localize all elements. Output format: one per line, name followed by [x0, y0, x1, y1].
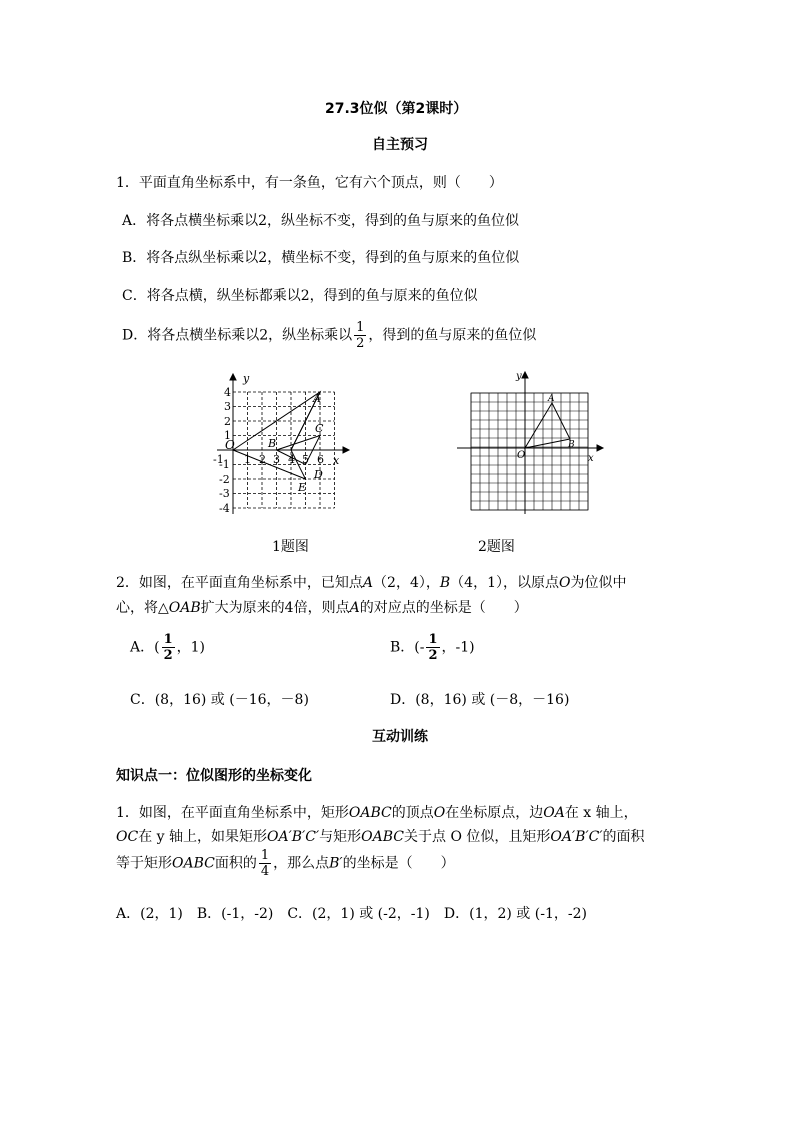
fig1-ytick: 1 [224, 429, 231, 442]
q2-option-d: D．(8，16) 或 (－8，－16) [390, 692, 570, 708]
q2-line-1 [116, 572, 626, 592]
q3-line-1 [116, 802, 638, 822]
fig1-xtick: -1 [213, 453, 224, 466]
q2-text: ，-1) [441, 639, 475, 656]
fig1-ytick: 4 [224, 386, 231, 399]
q1-option-d-post: ，得到的鱼与原来的鱼位似 [368, 327, 537, 344]
fraction-numerator: 1 [163, 632, 173, 647]
fig1-point-label: A [313, 392, 321, 405]
fraction-denominator: 4 [260, 864, 270, 879]
q3-line-2 [116, 826, 645, 846]
section-heading-preview: 自主预习 [372, 137, 428, 153]
q2-var: A [349, 600, 360, 616]
fig1-ytick: 2 [224, 415, 231, 428]
q3-var: OA′B′C′ [267, 829, 320, 845]
fig1-x-axis-label: x [333, 454, 340, 467]
fig1-point-label: B [268, 437, 277, 450]
fig1-xtick: 6 [317, 453, 324, 466]
q3-text: 的面积 [602, 829, 645, 845]
q1-option-d [122, 320, 536, 351]
q3-text: ，那么点 [273, 855, 330, 872]
q3-var: OA′B′C′ [550, 829, 603, 845]
q1-option-c: C．将各点横，纵坐标都乘以2，得到的鱼与原来的鱼位似 [122, 288, 478, 304]
q2-var: B [439, 575, 451, 591]
q2-text: 为位似中 [570, 575, 627, 591]
fig2-origin-label: O [517, 450, 526, 461]
fig1-point-label: D [314, 468, 323, 481]
fraction-one-half [354, 320, 366, 351]
q3-text: 关于点 O 位似，且矩形 [404, 829, 551, 845]
figure-2-caption: 2题图 [478, 539, 515, 555]
fig1-ytick: -1 [219, 458, 230, 471]
q2-text: 心，将△ [116, 600, 169, 616]
q1-stem: 1．平面直角坐标系中，有一条鱼，它有六个顶点，则（ ） [116, 175, 503, 191]
lesson-title: 27.3位似（第2课时） [325, 101, 468, 117]
q2-line-2 [116, 597, 528, 617]
q3-var: B′ [329, 855, 343, 872]
fig1-ytick: -4 [219, 502, 230, 515]
fig2-point-label: B [568, 440, 575, 450]
section-heading-training: 互动训练 [372, 729, 428, 745]
fraction-numerator: 1 [260, 848, 270, 863]
fig1-point-label: E [298, 481, 307, 494]
figure-2-coordinate-plane [455, 368, 605, 516]
q2-text: ，1) [176, 639, 205, 656]
fig1-origin-label: O [225, 438, 235, 452]
q2-var: O [558, 575, 571, 591]
fig1-xtick: 3 [273, 453, 280, 466]
q3-var: O [433, 805, 446, 821]
q2-var: OAB [168, 600, 201, 616]
q2-text: 扩大为原来的4倍，则点 [200, 600, 350, 616]
q2-var: A [362, 575, 374, 591]
q2-text: （4，1），以原点 [450, 575, 559, 591]
knowledge-point-heading: 知识点一：位似图形的坐标变化 [116, 768, 312, 784]
q3-text: 的坐标是（ ） [342, 855, 455, 872]
q3-options: A．(2，1) B．(-1，-2) C．(2，1) 或 (-2，-1) D．(1，2) 或 (-1，-2) [116, 906, 587, 922]
q2-text: 的对应点的坐标是（ ） [359, 600, 528, 616]
fig1-ytick: -2 [219, 473, 230, 486]
q3-text: 在坐标原点，边 [445, 805, 544, 821]
q2-text: A．( [130, 639, 160, 656]
figure-1-coordinate-plane [205, 372, 355, 520]
fraction-denominator: 2 [163, 648, 173, 663]
q2-text: （2，4）， [373, 575, 440, 591]
fig1-xtick: 2 [259, 453, 266, 466]
fig2-y-axis-label: y [516, 371, 522, 382]
fig1-point-label: C [315, 422, 324, 435]
q3-text: 的顶点 [391, 805, 434, 821]
fraction-one-quarter [259, 848, 271, 879]
q3-text: 在 x 轴上， [564, 805, 638, 821]
q3-var: OC [116, 829, 139, 845]
q3-var: OABC [361, 829, 404, 845]
q3-var: OABC [348, 805, 392, 821]
fig2-x-axis-label: x [588, 453, 594, 464]
fraction-one-half [426, 632, 439, 663]
q1-option-d-pre: D．将各点横坐标乘以2，纵坐标乘以 [122, 327, 353, 344]
fraction-denominator: 2 [428, 648, 438, 663]
fig1-y-axis-label: y [243, 372, 250, 385]
fig1-fish-triangle-upper [233, 392, 320, 450]
fraction-denominator: 2 [356, 336, 365, 351]
q3-var: OABC [172, 855, 215, 872]
q3-text: 等于矩形 [116, 855, 172, 872]
q3-text: 面积的 [214, 855, 257, 872]
fraction-numerator: 1 [428, 632, 438, 647]
q2-text: B．(- [390, 639, 425, 656]
figure-1-caption: 1题图 [272, 539, 309, 555]
fig1-ytick: 3 [224, 400, 231, 413]
fig1-xtick: 4 [288, 453, 295, 466]
fig2-triangle-oab [525, 403, 570, 448]
fraction-one-half [162, 632, 175, 663]
q1-option-b: B．将各点纵坐标乘以2，横坐标不变，得到的鱼与原来的鱼位似 [122, 250, 520, 266]
fig1-ytick: -3 [219, 487, 230, 500]
fig1-xtick: 1 [244, 453, 251, 466]
q1-option-a: A．将各点横坐标乘以2，纵坐标不变，得到的鱼与原来的鱼位似 [122, 213, 520, 229]
q2-text: 2．如图，在平面直角坐标系中，已知点 [116, 575, 363, 591]
q3-text: 在 y 轴上，如果矩形 [138, 829, 268, 845]
q2-option-b [390, 632, 475, 663]
fig2-point-label: A [548, 394, 555, 404]
fraction-numerator: 1 [356, 320, 365, 335]
q2-option-a [130, 632, 205, 663]
q3-text: 1．如图，在平面直角坐标系中，矩形 [116, 805, 349, 821]
q2-option-c: C．(8，16) 或 (－16，－8) [130, 692, 309, 708]
q3-var: OA [543, 805, 565, 821]
q3-text: 与矩形 [319, 829, 362, 845]
q3-line-3 [116, 848, 455, 879]
fig1-xtick: 5 [302, 453, 309, 466]
